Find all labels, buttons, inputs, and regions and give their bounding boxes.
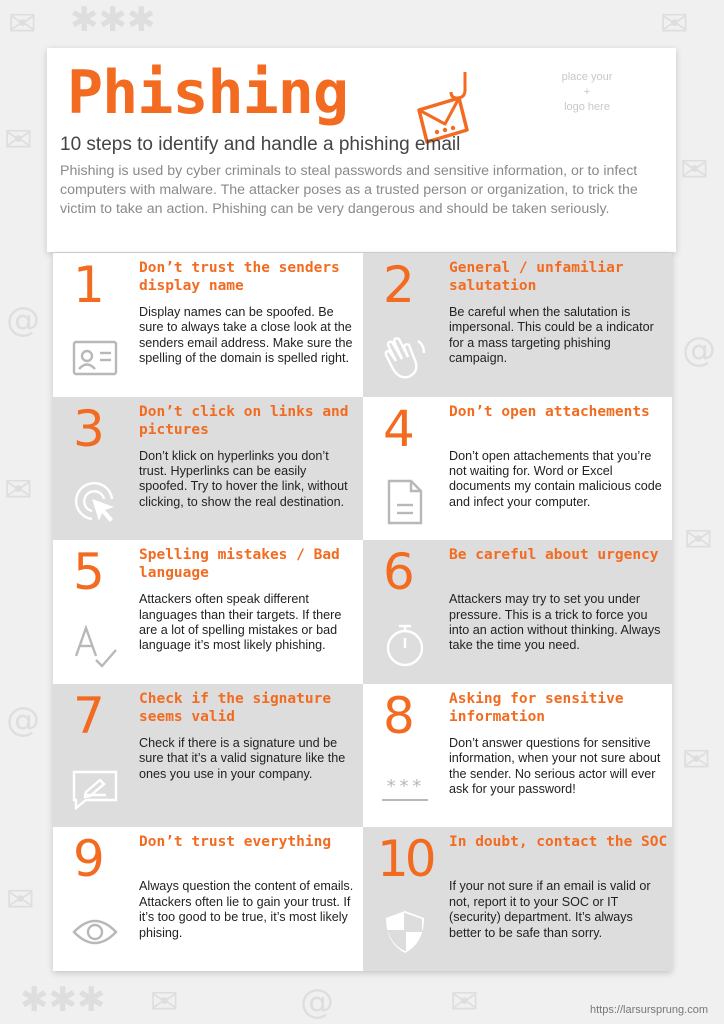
mail-icon: ✉ (682, 740, 711, 780)
step-title: Don’t trust the senders display name (139, 260, 340, 294)
footer-url[interactable]: https://larsursprung.com (590, 1004, 708, 1016)
mail-icon: ✉ (6, 880, 35, 920)
step-body: Don’t klick on hyperlinks you don’t trust. Hyperlinks can be easily spoofed. Try to hover the link, without clicking, to show the real destination. (139, 448, 348, 509)
step-number: 7 (73, 686, 105, 745)
step-body: Attackers may try to set you under pressure. This is a trick to force you into an action without thinking. Always take the time you need. (449, 592, 661, 653)
password-icon: ✱✱✱ (20, 980, 106, 1020)
step-body: Be careful when the salutation is impersonal. This could be a indicator for a mass targeting phishing campaign. (449, 305, 654, 366)
step-card-10 (363, 827, 672, 971)
spellcheck-icon (71, 622, 119, 668)
step-title: Be careful about urgency (449, 547, 659, 564)
intro-text: Phishing is used by cyber criminals to steal passwords and sensitive information, or to infect computers with malware. The attacker poses as a trusted person or organization, to trick the victim to take an action. Phishing can be very dangerous and should be taken seriously. (60, 163, 638, 217)
mail-icon: ✉ (660, 4, 689, 44)
waving-hand-icon (381, 335, 429, 381)
step-number: 3 (73, 399, 105, 458)
step-card-5 (53, 540, 363, 684)
step-card-8 (363, 684, 672, 828)
step-number: 10 (377, 830, 433, 889)
step-number: 6 (383, 543, 415, 602)
step-title: General / unfamiliar salutation (449, 260, 624, 294)
signature-icon (71, 766, 119, 812)
step-card-3 (53, 397, 363, 541)
document-icon (381, 479, 429, 525)
step-card-4 (363, 397, 672, 541)
step-number: 8 (383, 686, 415, 745)
step-body: Always question the content of emails. Attackers often lie to gain your trust. If it’s too good to be true, it’s most likely phising. (139, 879, 354, 940)
step-card-6 (363, 540, 672, 684)
mail-icon: ✉ (680, 150, 709, 190)
page-subtitle: 10 steps to identify and handle a phishing email (60, 134, 461, 155)
step-title: Spelling mistakes / Bad language (139, 547, 340, 582)
cursor-click-icon (71, 479, 119, 525)
at-icon: @ (6, 300, 40, 340)
step-number: 2 (383, 256, 415, 314)
step-title: In doubt, contact the SOC (449, 834, 668, 851)
at-icon: @ (682, 330, 716, 370)
stopwatch-icon (381, 622, 429, 668)
mail-icon: ✉ (684, 520, 713, 560)
shield-icon (381, 909, 429, 955)
step-title: Don’t open attachements (449, 403, 650, 420)
step-title: Asking for sensitive information (449, 690, 624, 725)
id-card-icon (71, 335, 119, 381)
step-number: 1 (73, 256, 105, 314)
password-icon: ✱✱✱ (70, 0, 156, 40)
step-body: Don’t open attachements that you’re not waiting for. Word or Excel documents my contain malicious code and infect your computer. (449, 448, 662, 509)
step-title: Don’t trust everything (139, 834, 332, 851)
step-body: If your not sure if an email is valid or not, report it to your SOC or IT (security) department. It’s always better to be safe than sorry. (449, 879, 651, 940)
step-card-2 (363, 253, 672, 397)
eye-icon (71, 909, 119, 955)
password-stars: *** (382, 776, 428, 801)
step-card-1 (53, 253, 363, 397)
at-icon: @ (300, 982, 334, 1022)
step-card-9 (53, 827, 363, 971)
mail-icon: ✉ (4, 120, 33, 160)
page-title: Phishing (67, 58, 348, 128)
step-body: Display names can be spoofed. Be sure to always take a close look at the senders email address. Make sure the spelling of the domain is spelled right. (139, 305, 353, 366)
mail-icon: ✉ (150, 982, 179, 1022)
step-body: Check if there is a signature und be sure that it’s a valid signature like the ones you use in your company. (139, 735, 346, 781)
step-number: 5 (73, 543, 105, 602)
password-icon (381, 766, 429, 812)
steps-grid (53, 253, 672, 971)
logo-placeholder: place your + logo here (561, 71, 613, 113)
step-number: 4 (383, 399, 415, 458)
step-body: Attackers often speak different languages than their targets. If there are a lot of spelling mistakes or bad language it’s most likely phishing. (139, 592, 342, 653)
mail-icon: ✉ (8, 4, 37, 44)
at-icon: @ (6, 700, 40, 740)
step-title: Check if the signature seems valid (139, 690, 332, 725)
step-number: 9 (73, 830, 105, 889)
step-title: Don’t click on links and pictures (139, 403, 349, 438)
step-card-7 (53, 684, 363, 828)
header-card (47, 48, 676, 252)
step-body: Don’t answer questions for sensitive information, when your not sure about the sender. No serious actor will ever ask for your password! (449, 735, 661, 796)
mail-icon: ✉ (4, 470, 33, 510)
mail-icon: ✉ (450, 982, 479, 1022)
